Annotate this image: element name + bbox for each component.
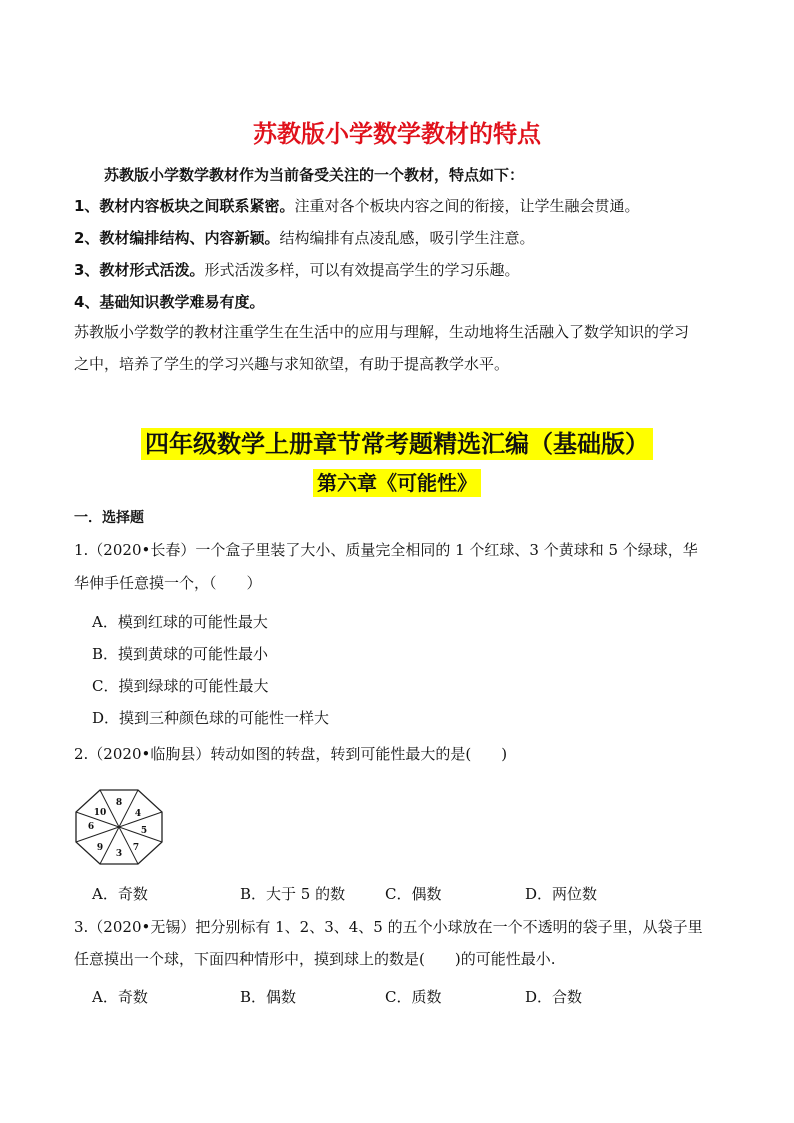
question-2-option-c: C．偶数 [385,885,442,903]
question-2-options [92,883,712,904]
intro-point-2 [74,228,534,248]
intro-title: 苏教版小学数学教材的特点 [253,120,541,148]
spinner-figure [74,788,164,866]
question-1-option-c: C．摸到绿球的可能性最大 [92,677,269,695]
question-3-options [92,986,712,1007]
intro-point-3 [74,260,519,280]
intro-point-3-bold: 3、教材形式活泼。 [74,261,205,279]
spinner-number-7: 7 [132,843,140,853]
spinner-number-8: 8 [115,798,123,808]
intro-summary-line-2: 之中，培养了学生的学习兴趣与求知欲望，有助于提高教学水平。 [74,355,510,373]
spinner-number-6: 6 [87,822,95,832]
question-2-line-1: 2.（2020•临朐县）转动如图的转盘，转到可能性最大的是( ) [74,745,508,763]
spinner-number-5: 5 [140,826,148,836]
intro-point-3-rest: 形式活泼多样，可以有效提高学生的学习乐趣。 [204,261,520,279]
question-1-option-b: B．摸到黄球的可能性最小 [92,645,269,663]
question-3-line-1: 3.（2020•无锡）把分别标有 1、2、3、4、5 的五个小球放在一个不透明的袋子里，从袋子里 [74,918,703,936]
question-2-option-b: B．大于 5 的数 [240,885,346,903]
spinner-number-10: 10 [93,808,107,818]
question-1-option-a: A．模到红球的可能性最大 [92,613,268,631]
question-3-option-c: C．质数 [385,988,442,1006]
intro-summary-line-1: 苏教版小学数学的教材注重学生在生活中的应用与理解，生动地将生活融入了数学知识的学习 [74,323,690,341]
chapter-title-wrap [0,467,794,496]
spinner-number-4: 4 [134,809,142,819]
intro-point-1-rest: 注重对各个板块内容之间的衔接，让学生融会贯通。 [294,197,640,215]
question-3-option-a: A．奇数 [92,988,148,1006]
question-3-option-d: D．合数 [525,988,583,1006]
intro-point-1-bold: 1、教材内容板块之间联系紧密。 [74,197,295,215]
chapter-title: 第六章《可能性》 [313,469,481,497]
spinner-number-9: 9 [96,843,104,853]
question-2-option-a: A．奇数 [92,885,148,903]
question-1-line-1: 1.（2020•长春）一个盒子里装了大小、质量完全相同的 1 个红球、3 个黄球和 5 个绿球，华 [74,541,698,559]
intro-point-2-rest: 结构编排有点凌乱感，吸引学生注意。 [279,229,535,247]
intro-lead: 苏教版小学数学教材作为当前备受关注的一个教材，特点如下： [104,166,525,184]
part-label: 一．选择题 [74,510,144,526]
section-title: 四年级数学上册章节常考题精选汇编（基础版） [141,428,653,460]
section-title-wrap [0,424,794,459]
question-2-option-d: D．两位数 [525,885,598,903]
spinner-number-3: 3 [115,849,123,859]
question-3-option-b: B．偶数 [240,988,297,1006]
intro-point-1 [74,196,639,216]
intro-point-4-bold: 4、基础知识教学难易有度。 [74,293,265,311]
question-3-line-2: 任意摸出一个球，下面四种情形中，摸到球上的数是( )的可能性最小. [74,950,556,968]
intro-point-2-bold: 2、教材编排结构、内容新颖。 [74,229,280,247]
intro-point-4 [74,292,264,312]
question-1-line-2: 华伸手任意摸一个，（ ） [74,574,262,592]
question-1-option-d: D．摸到三种颜色球的可能性一样大 [92,709,330,727]
